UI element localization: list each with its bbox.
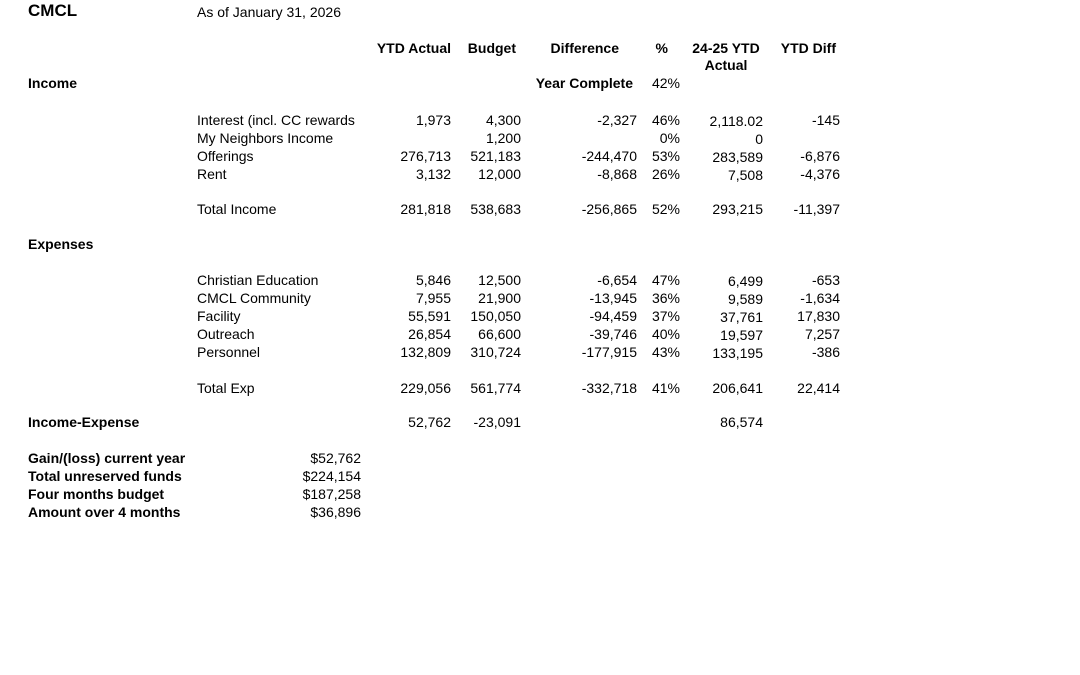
row-difference: -13,945 bbox=[589, 290, 637, 306]
row-ytd-diff: -1,634 bbox=[800, 290, 840, 306]
income-expense-ytd: 52,762 bbox=[408, 414, 451, 430]
row-label: Outreach bbox=[197, 326, 255, 342]
row-pct: 26% bbox=[651, 166, 680, 182]
total-expense-difference: -332,718 bbox=[581, 380, 637, 396]
total-income-difference: -256,865 bbox=[581, 201, 637, 217]
total-expense-prev-ytd: 206,641 bbox=[712, 380, 763, 396]
row-difference: -39,746 bbox=[589, 326, 637, 342]
row-pct: 0% bbox=[659, 130, 680, 146]
row-difference: -244,470 bbox=[581, 148, 637, 164]
income-expense-budget: -23,091 bbox=[473, 414, 521, 430]
row-prev-ytd: 133,195 bbox=[712, 345, 763, 361]
row-label: Christian Education bbox=[197, 272, 319, 288]
row-label: My Neighbors Income bbox=[197, 130, 334, 146]
row-ytd-diff: 17,830 bbox=[797, 308, 840, 324]
col-header-prev-ytd-line2: Actual bbox=[704, 57, 748, 73]
row-label: Personnel bbox=[197, 344, 261, 360]
col-header-pct: % bbox=[655, 40, 668, 56]
row-pct: 47% bbox=[651, 272, 680, 288]
row-prev-ytd: 7,508 bbox=[727, 167, 763, 183]
row-prev-ytd: 19,597 bbox=[720, 327, 763, 343]
row-prev-ytd: 37,761 bbox=[720, 309, 763, 325]
row-difference: -94,459 bbox=[589, 308, 637, 324]
summary-value: $36,896 bbox=[310, 504, 361, 520]
row-pct: 36% bbox=[651, 290, 680, 306]
row-budget: 12,000 bbox=[478, 166, 521, 182]
row-ytd-actual: 3,132 bbox=[415, 166, 451, 182]
total-income-ytd: 281,818 bbox=[400, 201, 451, 217]
total-income-budget: 538,683 bbox=[470, 201, 521, 217]
row-ytd-actual: 26,854 bbox=[408, 326, 451, 342]
row-pct: 53% bbox=[651, 148, 680, 164]
row-budget: 21,900 bbox=[478, 290, 521, 306]
row-ytd-diff: -6,876 bbox=[800, 148, 840, 164]
row-prev-ytd: 0 bbox=[755, 131, 763, 147]
row-budget: 1,200 bbox=[485, 130, 521, 146]
row-budget: 521,183 bbox=[470, 148, 521, 164]
row-pct: 40% bbox=[651, 326, 680, 342]
col-header-budget: Budget bbox=[467, 40, 516, 56]
total-income-prev-ytd: 293,215 bbox=[712, 201, 763, 217]
summary-label: Four months budget bbox=[28, 486, 165, 502]
row-ytd-actual: 276,713 bbox=[400, 148, 451, 164]
row-prev-ytd: 6,499 bbox=[727, 273, 763, 289]
row-ytd-actual: 132,809 bbox=[400, 344, 451, 360]
row-budget: 150,050 bbox=[470, 308, 521, 324]
row-budget: 12,500 bbox=[478, 272, 521, 288]
row-prev-ytd: 283,589 bbox=[712, 149, 763, 165]
income-expense-label: Income-Expense bbox=[28, 414, 140, 430]
summary-label: Gain/(loss) current year bbox=[28, 450, 186, 466]
row-budget: 4,300 bbox=[485, 112, 521, 128]
row-ytd-actual: 1,973 bbox=[415, 112, 451, 128]
row-pct: 46% bbox=[651, 112, 680, 128]
total-income-ytd-diff: -11,397 bbox=[793, 201, 840, 217]
total-expense-pct: 41% bbox=[651, 380, 680, 396]
total-income-label: Total Income bbox=[197, 201, 277, 217]
summary-value: $187,258 bbox=[302, 486, 361, 502]
as-of-date: As of January 31, 2026 bbox=[197, 4, 341, 20]
year-complete-pct: 42% bbox=[651, 75, 680, 91]
row-ytd-diff: -386 bbox=[811, 344, 840, 360]
row-ytd-actual: 7,955 bbox=[415, 290, 451, 306]
row-label: Interest (incl. CC rewards bbox=[197, 112, 355, 128]
org-title: CMCL bbox=[28, 1, 78, 20]
expenses-section-label: Expenses bbox=[28, 236, 94, 252]
row-budget: 66,600 bbox=[478, 326, 521, 342]
income-section-label: Income bbox=[28, 75, 78, 91]
row-ytd-diff: -145 bbox=[811, 112, 840, 128]
row-difference: -177,915 bbox=[581, 344, 637, 360]
col-header-ytd-actual: YTD Actual bbox=[376, 40, 451, 56]
summary-value: $52,762 bbox=[310, 450, 361, 466]
total-expense-budget: 561,774 bbox=[470, 380, 521, 396]
row-ytd-diff: 7,257 bbox=[804, 326, 840, 342]
total-income-pct: 52% bbox=[651, 201, 680, 217]
col-header-difference: Difference bbox=[550, 40, 619, 56]
row-ytd-actual: 55,591 bbox=[408, 308, 451, 324]
total-expense-label: Total Exp bbox=[197, 380, 255, 396]
row-pct: 37% bbox=[651, 308, 680, 324]
row-label: Rent bbox=[197, 166, 227, 182]
row-difference: -6,654 bbox=[597, 272, 637, 288]
row-label: Offerings bbox=[197, 148, 254, 164]
row-ytd-actual: 5,846 bbox=[415, 272, 451, 288]
summary-value: $224,154 bbox=[302, 468, 361, 484]
col-header-prev-ytd-line1: 24-25 YTD bbox=[692, 40, 760, 56]
total-expense-ytd: 229,056 bbox=[400, 380, 451, 396]
row-ytd-diff: -4,376 bbox=[800, 166, 840, 182]
row-label: Facility bbox=[197, 308, 241, 324]
row-budget: 310,724 bbox=[470, 344, 521, 360]
row-prev-ytd: 2,118.02 bbox=[709, 113, 763, 129]
total-expense-ytd-diff: 22,414 bbox=[797, 380, 840, 396]
row-label: CMCL Community bbox=[197, 290, 311, 306]
row-difference: -2,327 bbox=[597, 112, 637, 128]
col-header-ytd-diff: YTD Diff bbox=[780, 40, 836, 56]
summary-label: Total unreserved funds bbox=[28, 468, 182, 484]
income-expense-prev-ytd: 86,574 bbox=[720, 414, 763, 430]
row-difference: -8,868 bbox=[597, 166, 637, 182]
row-ytd-diff: -653 bbox=[811, 272, 840, 288]
summary-label: Amount over 4 months bbox=[28, 504, 181, 520]
row-pct: 43% bbox=[651, 344, 680, 360]
row-prev-ytd: 9,589 bbox=[727, 291, 763, 307]
year-complete-label: Year Complete bbox=[535, 75, 633, 91]
